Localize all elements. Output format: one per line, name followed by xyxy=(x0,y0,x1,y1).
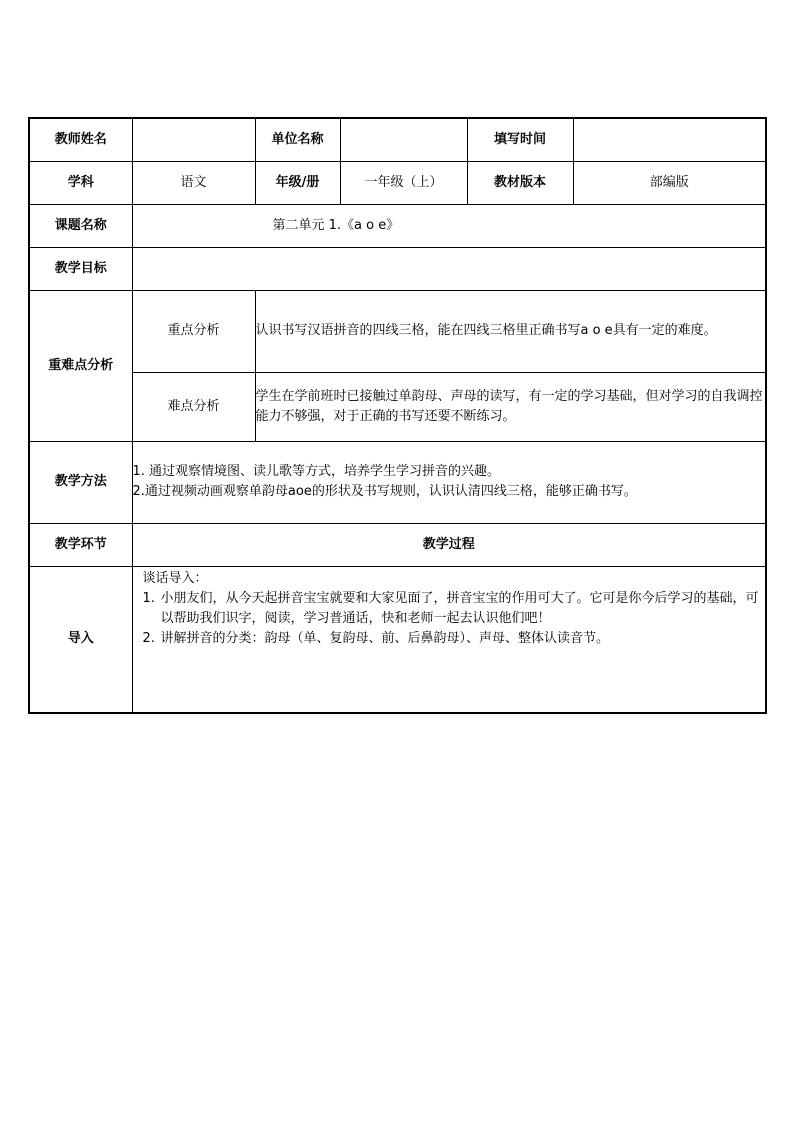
header-row xyxy=(29,118,766,161)
method-row xyxy=(29,441,766,523)
goals-label: 教学目标 xyxy=(29,247,132,290)
grade-value[interactable]: 一年级（上） xyxy=(340,161,467,204)
unit-name-label: 单位名称 xyxy=(255,118,340,161)
topic-text: 第二单元 1.《a o e》 xyxy=(272,217,400,233)
lesson-plan-table xyxy=(28,117,767,714)
intro-item-1 xyxy=(139,589,760,629)
intro-item-1-number: 1. xyxy=(142,590,155,606)
intro-item-2 xyxy=(139,629,760,649)
key-analysis-text[interactable]: 认识书写汉语拼音的四线三格，能在四线三格里正确书写a o e具有一定的难度。 xyxy=(255,290,766,372)
method-label: 教学方法 xyxy=(29,441,132,523)
subject-row xyxy=(29,161,766,204)
intro-item-2-text: 讲解拼音的分类：韵母（单、复韵母、前、后鼻韵母）、声母、整体认读音节。 xyxy=(160,630,610,646)
method-item-1: 1. 通过观察情境图、读儿歌等方式，培养学生学习拼音的兴趣。 xyxy=(132,464,501,479)
key-analysis-row xyxy=(29,290,766,372)
fill-date-label: 填写时间 xyxy=(467,118,573,161)
grade-label: 年级/册 xyxy=(255,161,340,204)
process-header-label: 教学过程 xyxy=(132,523,766,566)
topic-row xyxy=(29,204,766,247)
goals-value[interactable] xyxy=(132,247,766,290)
stage-header-label: 教学环节 xyxy=(29,523,132,566)
key-analysis-label: 重点分析 xyxy=(132,290,255,372)
intro-item-1-text: 小朋友们，从今天起拼音宝宝就要和大家见面了，拼音宝宝的作用可大了。它可是你今后学习的基础，可以帮助我们识字，阅读，学习普通话，快和老师一起去认识他们吧！ xyxy=(160,590,759,626)
difficult-analysis-text[interactable]: 学生在学前班时已接触过单韵母、声母的读写，有一定的学习基础，但对学习的自我调控能力不够强，对于正确的书写还要不断练习。 xyxy=(255,372,766,441)
method-item-2: 2.通过视频动画观察单韵母aoe的形状及书写规则，认识认清四线三格，能够正确书写。 xyxy=(132,484,637,499)
intro-label: 导入 xyxy=(29,566,132,713)
topic-label: 课题名称 xyxy=(29,204,132,247)
intro-list xyxy=(139,589,760,649)
method-content[interactable] xyxy=(132,441,766,523)
difficult-analysis-label: 难点分析 xyxy=(132,372,255,441)
teacher-name-label: 教师姓名 xyxy=(29,118,132,161)
fill-date-value[interactable] xyxy=(573,118,766,161)
intro-row xyxy=(29,566,766,713)
intro-heading: 谈话导入： xyxy=(142,570,208,586)
edition-value[interactable]: 部编版 xyxy=(573,161,766,204)
process-header-row xyxy=(29,523,766,566)
subject-value[interactable]: 语文 xyxy=(132,161,255,204)
topic-value[interactable] xyxy=(132,204,766,247)
intro-content[interactable] xyxy=(132,566,766,713)
teacher-name-value[interactable] xyxy=(132,118,255,161)
difficult-analysis-row xyxy=(29,372,766,441)
subject-label: 学科 xyxy=(29,161,132,204)
edition-label: 教材版本 xyxy=(467,161,573,204)
goals-row xyxy=(29,247,766,290)
intro-item-2-number: 2. xyxy=(142,630,155,646)
unit-name-value[interactable] xyxy=(340,118,467,161)
analysis-label: 重难点分析 xyxy=(29,290,132,441)
